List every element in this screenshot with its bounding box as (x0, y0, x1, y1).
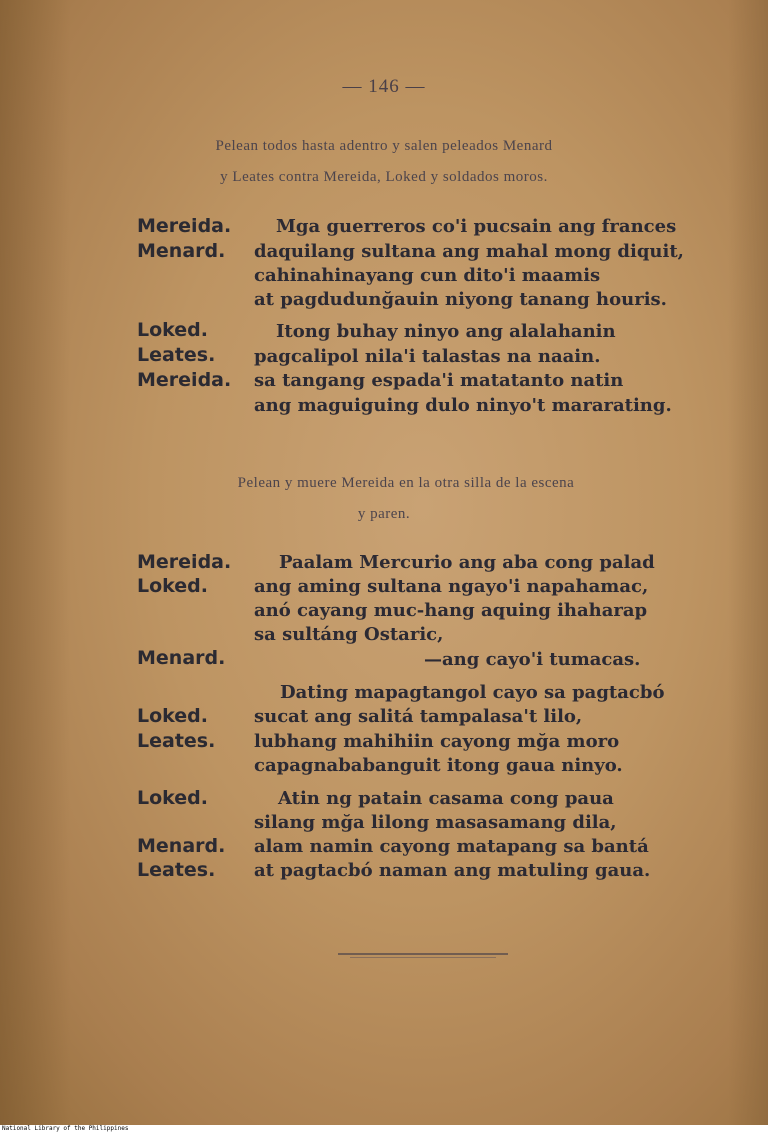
verse-line: Mga guerreros co'i pucsain ang frances (276, 216, 677, 237)
stage-direction: Pelean y muere Mereida en la otra silla de la escena (237, 475, 575, 491)
verse-line: pagcalipol nila'i talastas na naain. (254, 346, 601, 367)
speaker-label: Leates. (137, 344, 216, 366)
verse-line: ang aming sultana ngayo'i napahamac, (254, 576, 649, 597)
speaker-label: Leates. (137, 859, 216, 881)
speaker-label: Menard. (137, 240, 226, 262)
speaker-label: Leates. (137, 730, 216, 752)
verse-line: at pagdudunğauin niyong tanang houris. (254, 289, 667, 310)
verse-line: capagnababanguit itong gaua ninyo. (254, 755, 623, 776)
speaker-label: Loked. (137, 575, 208, 597)
verse-line: Dating mapagtangol cayo sa pagtacbó (280, 682, 665, 703)
verse-line: at pagtacbó naman ang matuling gaua. (254, 860, 651, 881)
verse-line: sa tangang espada'i matatanto natin (254, 370, 624, 391)
verse-line: Atin ng patain casama cong paua (278, 788, 614, 809)
speaker-label: Mereida. (137, 215, 232, 237)
speaker-label: Menard. (137, 647, 226, 669)
verse-line: Itong buhay ninyo ang alalahanin (276, 321, 616, 342)
speaker-label: Mereida. (137, 551, 232, 573)
verse-line: cahinahinayang cun dito'i maamis (254, 265, 601, 286)
speaker-label: Loked. (137, 787, 208, 809)
verse-line: lubhang mahihiin cayong mğa moro (254, 731, 620, 752)
verse-line: anó cayang muc-hang aquing ihaharap (254, 600, 648, 621)
verse-line: silang mğa lilong masasamang dila, (254, 812, 617, 833)
speaker-label: Mereida. (137, 369, 232, 391)
speaker-label: Menard. (137, 835, 226, 857)
verse-line: alam namin cayong matapang sa bantá (254, 836, 649, 857)
speaker-label: Loked. (137, 705, 208, 727)
verse-line: —ang cayo'i tumacas. (424, 649, 641, 670)
page-number: — 146 — (342, 76, 426, 97)
stage-direction: y paren. (357, 506, 411, 522)
verse-line: Paalam Mercurio ang aba cong palad (279, 552, 655, 573)
footer-credit: National Library of the Philippines (2, 1125, 129, 1132)
verse-line: ang maguiguing dulo ninyo't mararating. (254, 395, 672, 416)
stage-direction: y Leates contra Mereida, Loked y soldados moros. (220, 169, 548, 185)
verse-line: sa sultáng Ostaric, (254, 624, 444, 645)
verse-line: daquilang sultana ang mahal mong diquit, (254, 241, 684, 262)
verse-line: sucat ang salitá tampalasa't lilo, (254, 706, 583, 727)
stage-direction: Pelean todos hasta adentro y salen peleados Menard (215, 138, 553, 154)
ornamental-rule (350, 957, 496, 958)
ornamental-rule (338, 953, 508, 955)
speaker-label: Loked. (137, 319, 208, 341)
